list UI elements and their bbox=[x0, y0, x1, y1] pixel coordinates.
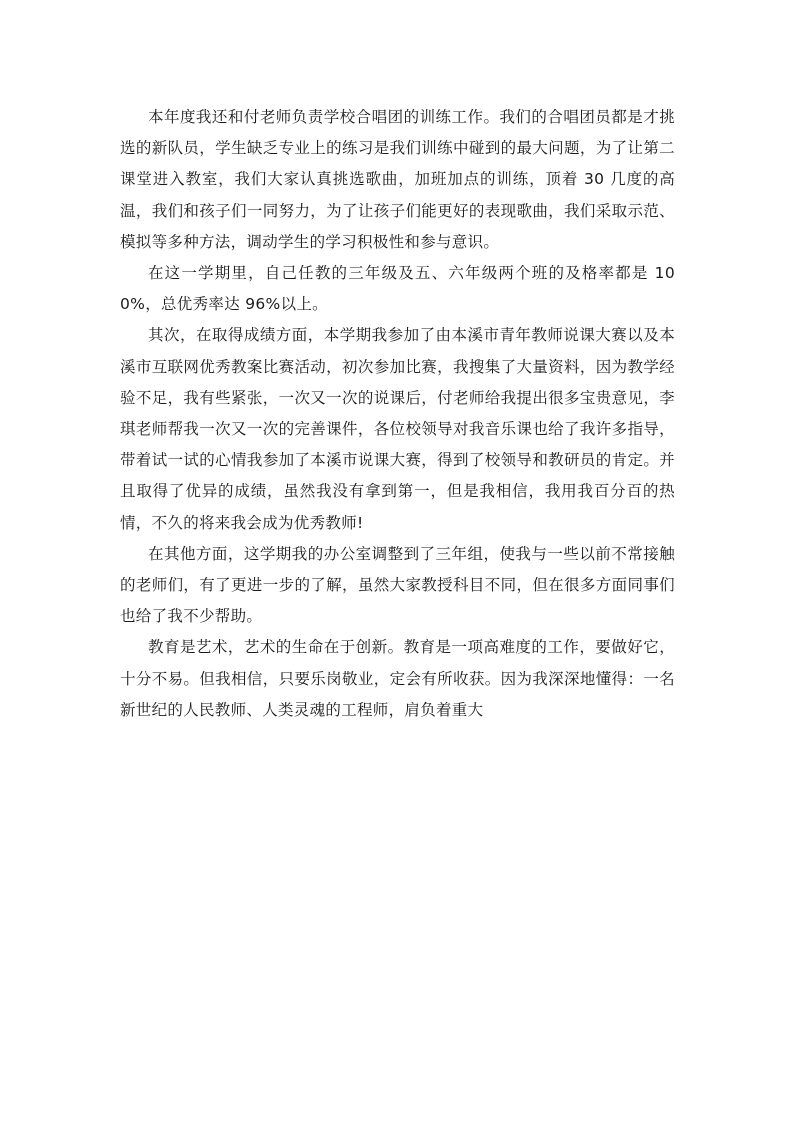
paragraph-pass-rate: 在这一学期里，自己任教的三年级及五、六年级两个班的及格率都是 100%，总优秀率达 96%以上。 bbox=[120, 264, 675, 314]
paragraph-competition: 其次，在取得成绩方面，本学期我参加了由本溪市青年教师说课大赛以及本溪市互联网优秀教案比赛活动，初次参加比赛，我搜集了大量资料，因为教学经验不足，我有些紧张，一次又一次的说课后，付老师给我提出很多宝贵意见，李琪老师帮我一次又一次的完善课件，各位校领导对我音乐课也给了我许多指导，带着试一试的心情我参加了本溪市说课大赛，得到了校领导和教研员的肯定。并且取得了优异的成绩，虽然我没有拿到第一，但是我相信，我用我百分百的热情，不久的将来我会成为优秀教师! bbox=[120, 326, 675, 532]
paragraph-office-change: 在其他方面，这学期我的办公室调整到了三年组，使我与一些以前不常接触的老师们，有了更进一步的了解，虽然大家教授科目不同，但在很多方面同事们也给了我不少帮助。 bbox=[120, 544, 675, 626]
paragraph-choir-training: 本年度我还和付老师负责学校合唱团的训练工作。我们的合唱团员都是才挑选的新队员，学生缺乏专业上的练习是我们训练中碰到的最大问题，为了让第二课堂进入教室，我们大家认真挑选歌曲，加班加点的训练，顶着 30 几度的高温，我们和孩子们一同努力，为了让孩子们能更好的表现歌曲，我们采取示范、模拟等多种方法，调动学生的学习积极性和参与意识。 bbox=[120, 108, 675, 251]
document-body bbox=[120, 102, 675, 726]
paragraph-education-art: 教育是艺术，艺术的生命在于创新。教育是一项高难度的工作，要做好它，十分不易。但我相信，只要乐岗敬业，定会有所收获。因为我深深地懂得：一名新世纪的人民教师、人类灵魂的工程师，肩负着重大 bbox=[120, 638, 675, 719]
